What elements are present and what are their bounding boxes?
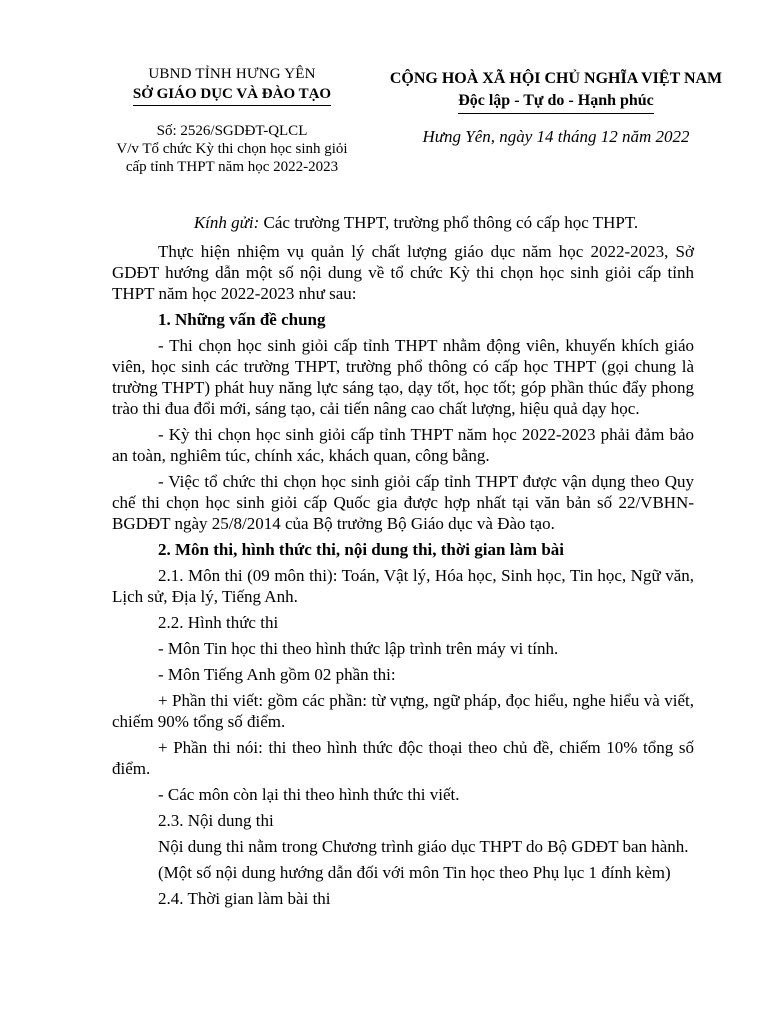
- section-2-2-paragraph-2: - Môn Tiếng Anh gồm 02 phần thi:: [158, 665, 396, 684]
- section-2-1: 2.1. Môn thi (09 môn thi): Toán, Vật lý, Hóa học, Sinh học, Tin học, Ngữ văn, Lịch sử, Địa lý, Tiếng Anh.: [112, 566, 694, 606]
- nation-title: CỘNG HOÀ XÃ HỘI CHỦ NGHĨA VIỆT NAM: [389, 70, 723, 87]
- document-subject: [96, 140, 368, 176]
- section-2-3-paragraph-1: Nội dung thi nằm trong Chương trình giáo dục THPT do Bộ GDĐT ban hành.: [158, 837, 689, 856]
- department-name: SỞ GIÁO DỤC VÀ ĐÀO TẠO: [133, 84, 331, 106]
- intro-paragraph: Thực hiện nhiệm vụ quản lý chất lượng giáo dục năm học 2022-2023, Sở GDĐT hướng dẫn một số nội dung về tổ chức Kỳ thi chọn học sinh giỏi cấp tỉnh THPT năm học 2022-2023 như sau:: [112, 242, 694, 303]
- issuer-block: [96, 64, 368, 106]
- section-1-paragraph-1: - Thi chọn học sinh giỏi cấp tỉnh THPT nhằm động viên, khuyến khích giáo viên, học sinh các trường THPT, trường phổ thông có cấp học THPT (gọi chung là trường THPT) phát huy năng lực sáng tạo, dạy tốt, học tốt; góp phần thúc đẩy phong trào thi đua đổi mới, sáng tạo, cải tiến nâng cao chất lượng, hiệu quả dạy học.: [112, 336, 694, 418]
- section-1-title: 1. Những vấn đề chung: [158, 310, 326, 329]
- agency-name: UBND TỈNH HƯNG YÊN: [148, 66, 316, 82]
- document-number: Số: 2526/SGDĐT-QLCL: [156, 123, 308, 139]
- place-and-date: Hưng Yên, ngày 14 tháng 12 năm 2022: [422, 127, 690, 146]
- section-2-4-title: 2.4. Thời gian làm bài thi: [158, 889, 331, 908]
- greeting-label: Kính gửi:: [193, 213, 260, 232]
- section-1-paragraph-3: - Việc tổ chức thi chọn học sinh giỏi cấp tỉnh THPT được vận dụng theo Quy chế thi chọn học sinh giỏi cấp Quốc gia được hợp nhất tại văn bản số 22/VBHN-BGDĐT ngày 25/8/2014 của Bộ trưởng Bộ Giáo dục và Đào tạo.: [112, 472, 694, 533]
- subject-line-2: cấp tỉnh THPT năm học 2022-2023: [125, 159, 339, 175]
- subject-line-1: V/v Tổ chức Kỳ thi chọn học sinh giỏi: [116, 141, 348, 157]
- section-2-2-paragraph-4: + Phần thi nói: thi theo hình thức độc thoại theo chủ đề, chiếm 10% tổng số điểm.: [112, 738, 694, 778]
- section-2-3-paragraph-2: (Một số nội dung hướng dẫn đối với môn Tin học theo Phụ lục 1 đính kèm): [158, 863, 671, 882]
- section-2-2-title: 2.2. Hình thức thi: [158, 613, 279, 632]
- section-2-title: 2. Môn thi, hình thức thi, nội dung thi, thời gian làm bài: [158, 540, 564, 559]
- section-2-2-paragraph-1: - Môn Tin học thi theo hình thức lập trình trên máy vi tính.: [158, 639, 559, 658]
- section-2-2-paragraph-3: + Phần thi viết: gồm các phần: từ vựng, ngữ pháp, đọc hiểu, nghe hiểu và viết, chiếm 90% tổng số điểm.: [112, 691, 694, 731]
- national-motto: Độc lập - Tự do - Hạnh phúc: [458, 90, 654, 114]
- section-2-3-title: 2.3. Nội dung thi: [158, 811, 274, 830]
- section-2-2-paragraph-5: - Các môn còn lại thi theo hình thức thi viết.: [158, 785, 460, 804]
- document-body: [112, 241, 694, 914]
- greeting: [96, 212, 736, 234]
- national-heading: [376, 68, 736, 114]
- section-1-paragraph-2: - Kỳ thi chọn học sinh giỏi cấp tỉnh THPT năm học 2022-2023 phải đảm bảo an toàn, nghiêm túc, chính xác, khách quan, công bằng.: [112, 425, 694, 465]
- greeting-recipients: Các trường THPT, trường phổ thông có cấp học THPT.: [263, 213, 639, 232]
